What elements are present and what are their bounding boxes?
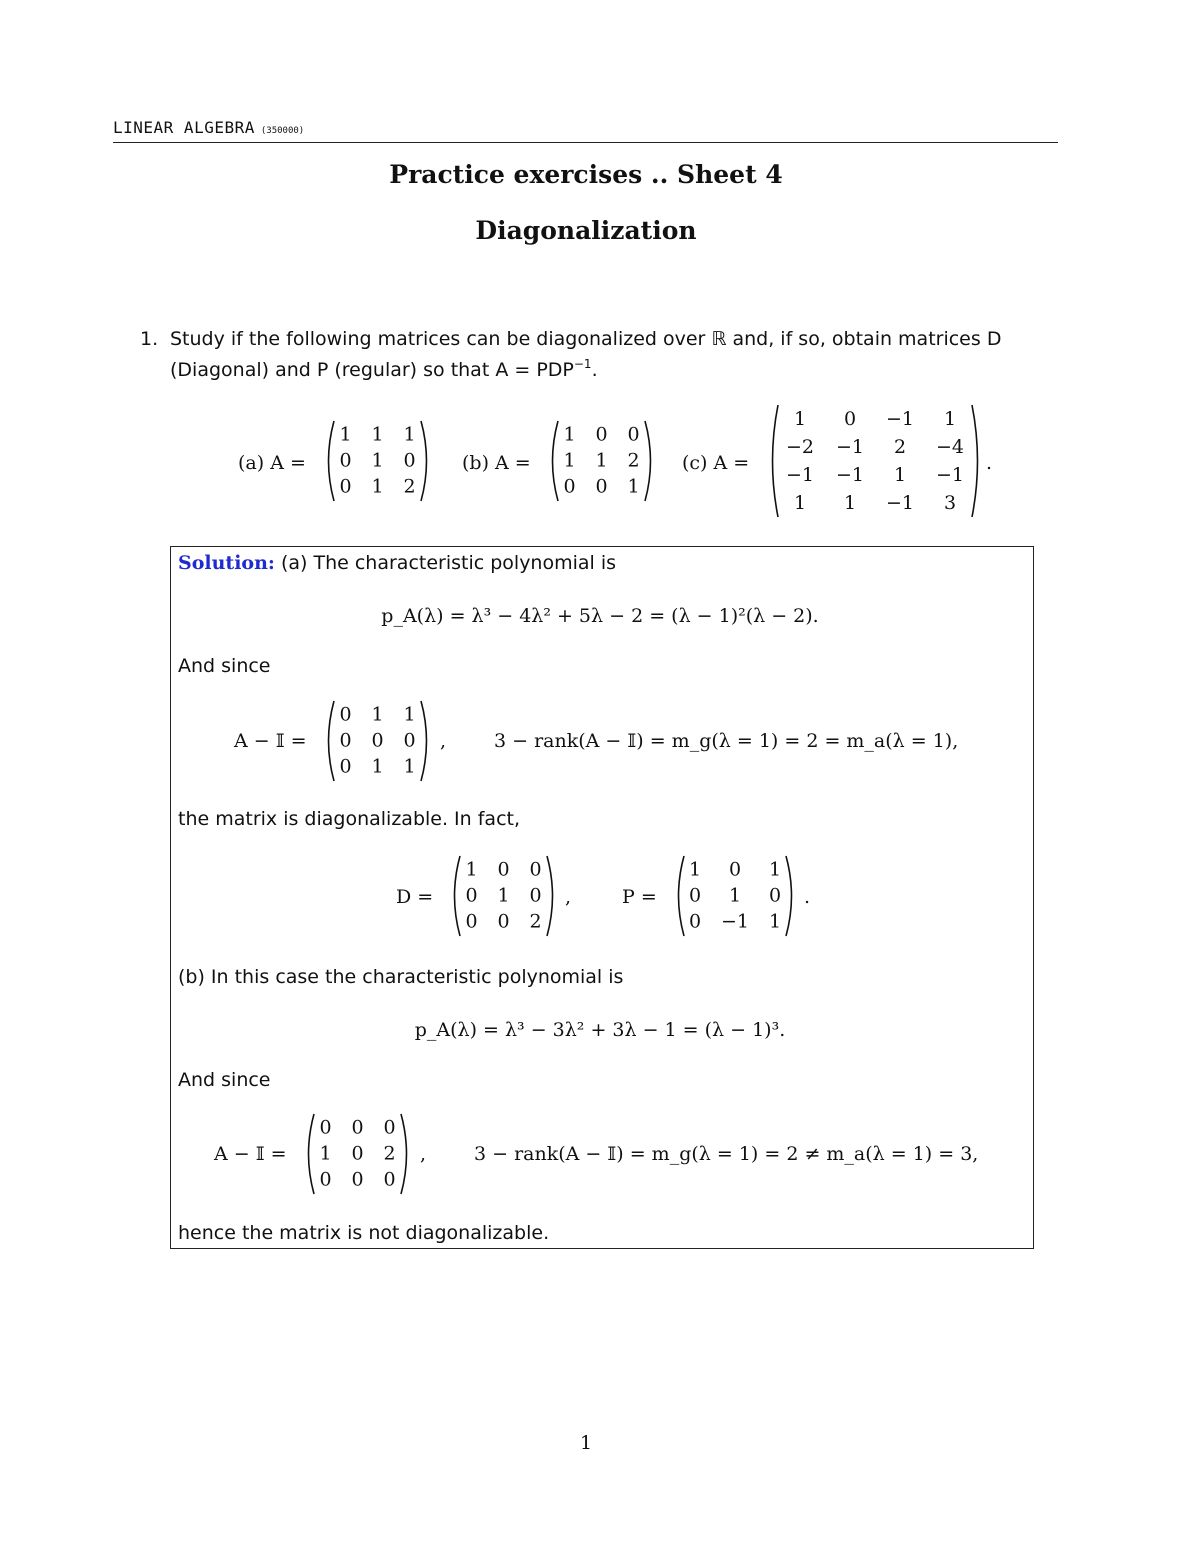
matrix-entry: 0 (339, 703, 352, 726)
and-since-a: And since (178, 655, 271, 677)
sheet-subtitle: Diagonalization (475, 216, 697, 245)
char-poly-b: p_A(λ) = λ³ − 3λ² + 3λ − 1 = (λ − 1)³. (414, 1019, 786, 1041)
matrix-a-label: (a) A = (238, 452, 306, 474)
matrix-entry: 3 (943, 492, 957, 515)
matrix-entry: 2 (893, 436, 907, 459)
matrix-entry: 2 (627, 449, 640, 472)
comma-1: , (440, 730, 447, 752)
matrix-entry: 1 (943, 408, 957, 431)
page-number: 1 (579, 1432, 593, 1454)
matrix-b-label: (b) A = (462, 452, 531, 474)
matrix-entry: 0 (383, 1168, 396, 1191)
matrix-entry: 1 (793, 492, 807, 515)
solution-intro (178, 552, 616, 574)
left-paren (329, 421, 335, 501)
matrix-entry: 0 (688, 884, 702, 907)
matrix-entry: −1 (720, 910, 750, 933)
matrix-entry: 0 (688, 910, 702, 933)
matrix-entry: −1 (885, 408, 915, 431)
exercise-line-2 (170, 357, 598, 381)
matrix-entry: −1 (835, 464, 865, 487)
conclusion-a: the matrix is diagonalizable. In fact, (178, 808, 520, 830)
sheet-title: Practice exercises .. Sheet 4 (389, 160, 783, 189)
and-since-b: And since (178, 1069, 271, 1091)
right-paren (421, 701, 427, 781)
matrix-entry: 1 (371, 449, 384, 472)
matrix-entry: 0 (497, 858, 510, 881)
matrix-entry: −1 (785, 464, 815, 487)
matrix-entry: 1 (793, 408, 807, 431)
matrix-entry: 0 (383, 1116, 396, 1139)
matrix-entry: 0 (319, 1116, 332, 1139)
matrix-entry: 0 (351, 1142, 364, 1165)
right-paren (401, 1114, 407, 1194)
matrix-entry: 1 (319, 1142, 332, 1165)
matrix-entry: 0 (465, 884, 478, 907)
matrix-entry: 0 (497, 910, 510, 933)
comma-3: , (420, 1143, 427, 1165)
right-paren (421, 421, 427, 501)
matrix-entry: 0 (371, 729, 384, 752)
matrix-entry: 1 (688, 858, 702, 881)
rank-equation-b: 3 − rank(A − 𝕀) = m_g(λ = 1) = 2 ≠ m_a(λ = 1) = 3, (474, 1143, 979, 1165)
course-name: LINEAR ALGEBRA (113, 118, 255, 137)
matrix-entry: 1 (371, 475, 384, 498)
a-minus-identity-matrix (320, 698, 435, 784)
matrix-entry: 0 (563, 475, 576, 498)
matrix-entry: −2 (785, 436, 815, 459)
matrix-entry: 1 (768, 858, 782, 881)
matrix-entry: 1 (403, 755, 416, 778)
matrix-entry: 0 (595, 423, 608, 446)
matrix-entry: 0 (319, 1168, 332, 1191)
left-paren (553, 421, 559, 501)
matrix-entry: 0 (627, 423, 640, 446)
right-paren (645, 421, 651, 501)
matrix-c (764, 402, 986, 520)
matrix-entry: 1 (768, 910, 782, 933)
exercise-line-2-end: . (591, 359, 598, 381)
matrix-entry: 0 (339, 729, 352, 752)
matrix-entry: 1 (403, 423, 416, 446)
matrix-entry: 0 (529, 884, 542, 907)
solution-label: Solution: (178, 552, 275, 574)
matrix-entry: 2 (529, 910, 542, 933)
matrix-c-label: (c) A = (682, 452, 750, 474)
solution-b-intro: (b) In this case the characteristic polynomial is (178, 966, 624, 988)
running-header (113, 118, 1058, 143)
matrix-entry: 0 (339, 475, 352, 498)
period-1: . (804, 886, 811, 908)
matrix-entry: 0 (843, 408, 857, 431)
trailing-period: . (986, 452, 993, 474)
diagonal-matrix-d (446, 853, 561, 939)
matrix-entry: 1 (371, 703, 384, 726)
matrix-entry: 2 (383, 1142, 396, 1165)
matrix-entry: 1 (843, 492, 857, 515)
matrix-entry: 1 (563, 423, 576, 446)
right-paren (547, 856, 553, 936)
matrix-a (320, 418, 435, 504)
exercise-number: 1. (140, 328, 159, 350)
matrix-entry: 0 (403, 449, 416, 472)
matrix-entry: −1 (835, 436, 865, 459)
solution-a-intro: (a) The characteristic polynomial is (280, 552, 617, 574)
left-paren (773, 405, 779, 517)
rank-equation-a: 3 − rank(A − 𝕀) = m_g(λ = 1) = 2 = m_a(λ = 1), (494, 730, 959, 752)
inverse-exponent: −1 (573, 357, 592, 371)
regular-matrix-p (670, 853, 800, 939)
comma-2: , (565, 886, 572, 908)
matrix-entry: 0 (351, 1116, 364, 1139)
left-paren (329, 701, 335, 781)
matrix-entry: 0 (728, 858, 742, 881)
matrix-entry: 0 (768, 884, 782, 907)
b-minus-identity-matrix (300, 1111, 415, 1197)
matrix-entry: 0 (351, 1168, 364, 1191)
b-minus-identity-label: A − 𝕀 = (214, 1143, 287, 1165)
matrix-entry: 1 (465, 858, 478, 881)
matrix-b (544, 418, 659, 504)
matrix-entry: 1 (339, 423, 352, 446)
matrix-entry: −1 (885, 492, 915, 515)
matrix-entry: 1 (497, 884, 510, 907)
a-minus-identity-label: A − 𝕀 = (234, 730, 307, 752)
exercise-line-2-text: (Diagonal) and P (regular) so that A = PDP (170, 359, 574, 381)
right-paren (972, 405, 978, 517)
left-paren (455, 856, 461, 936)
matrix-entry: 1 (403, 703, 416, 726)
matrix-entry: 0 (529, 858, 542, 881)
left-paren (679, 856, 685, 936)
matrix-entry: 1 (371, 755, 384, 778)
matrix-entry: 0 (595, 475, 608, 498)
matrix-entry: 1 (893, 464, 907, 487)
matrix-entry: 0 (403, 729, 416, 752)
matrix-entry: 0 (339, 449, 352, 472)
matrix-entry: 0 (339, 755, 352, 778)
d-label: D = (396, 886, 434, 908)
left-paren (309, 1114, 315, 1194)
matrix-entry: −1 (935, 464, 965, 487)
exercise-line-1: Study if the following matrices can be diagonalized over ℝ and, if so, obtain matrices D (170, 328, 1002, 350)
matrix-entry: 1 (627, 475, 640, 498)
course-code: (350000) (260, 126, 305, 136)
char-poly-a: p_A(λ) = λ³ − 4λ² + 5λ − 2 = (λ − 1)²(λ − 2). (381, 605, 819, 627)
matrix-entry: 1 (371, 423, 384, 446)
matrix-entry: −4 (935, 436, 965, 459)
p-label: P = (622, 886, 657, 908)
matrix-entry: 0 (465, 910, 478, 933)
matrix-entry: 1 (595, 449, 608, 472)
matrix-entry: 1 (728, 884, 742, 907)
conclusion-b: hence the matrix is not diagonalizable. (178, 1222, 550, 1244)
right-paren (786, 856, 792, 936)
matrix-entry: 1 (563, 449, 576, 472)
matrix-entry: 2 (403, 475, 416, 498)
